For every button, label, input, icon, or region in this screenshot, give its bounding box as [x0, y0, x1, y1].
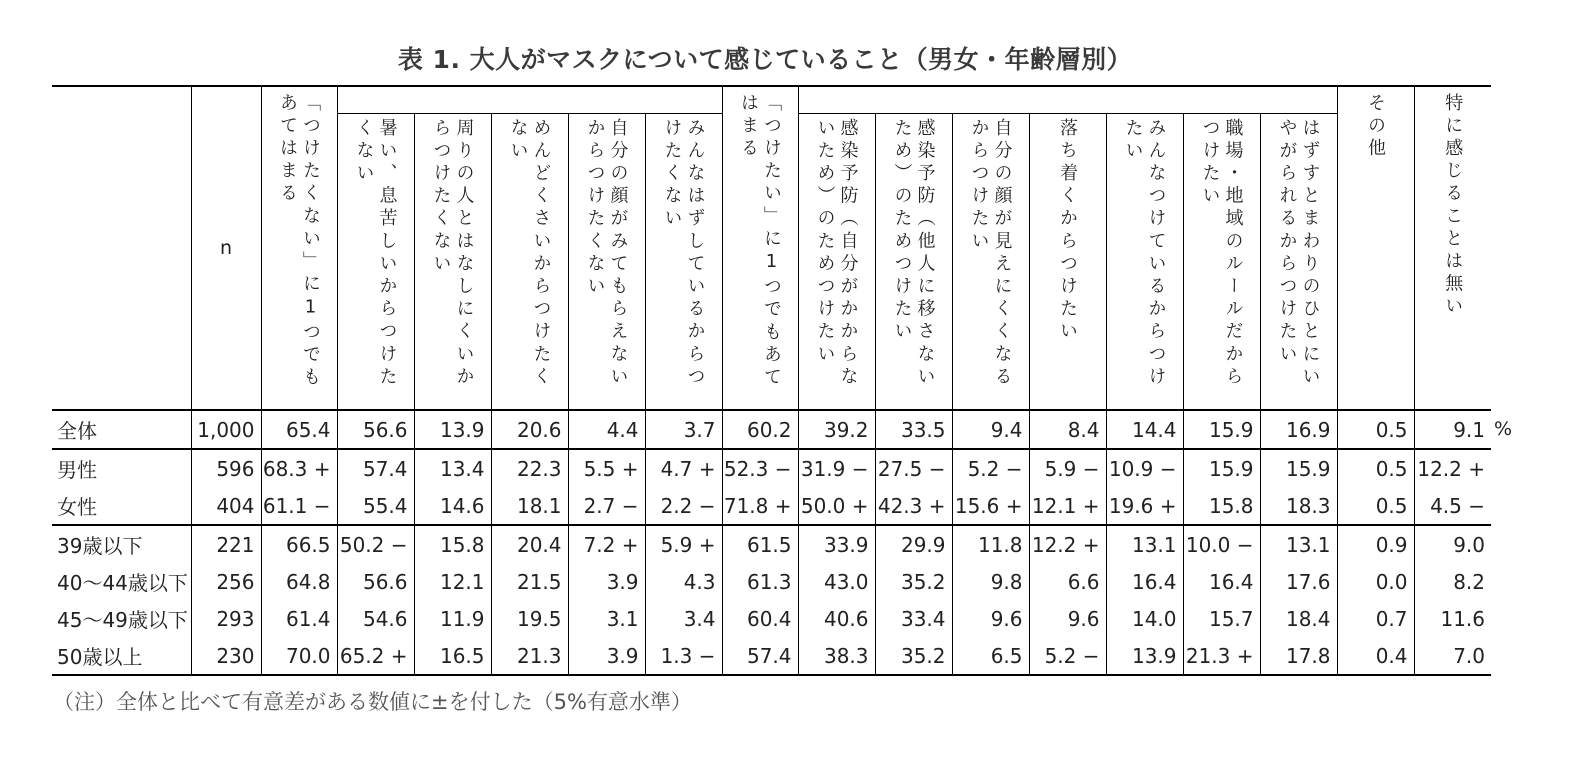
table-cell: 17.6	[1260, 563, 1337, 600]
header-want-protect-others: 感染予防（他人に移さないため）のためつけたい	[875, 114, 952, 411]
table-cell: 3.7	[645, 410, 722, 449]
table-cell: 33.9	[798, 525, 875, 563]
table-cell: 22.3	[491, 449, 568, 487]
not-want-any-header: 「つけたくない」に1つでもあてはまる	[261, 86, 337, 410]
mask-survey-table	[52, 85, 1491, 676]
table-cell: 1,000	[191, 410, 261, 449]
table-cell: 8.2	[1453, 569, 1485, 594]
table-cell: 2.7 −	[568, 487, 645, 525]
table-cell: 3.9	[568, 563, 645, 600]
table-cell: 61.3	[722, 563, 798, 600]
not-want-group-bracket	[337, 86, 722, 114]
table-cell: 50.0 +	[798, 487, 875, 525]
table-cell: 12.1	[414, 563, 491, 600]
table-cell: 64.8	[261, 563, 337, 600]
table-cell: 4.5 −	[1414, 487, 1491, 525]
table-cell: 33.4	[875, 600, 952, 637]
table-cell: 0.5	[1337, 487, 1414, 525]
table-cell: 56.6	[337, 410, 414, 449]
table-cell: 8.4	[1029, 410, 1106, 449]
table-cell: 0.9	[1337, 525, 1414, 563]
table-cell: 56.6	[337, 563, 414, 600]
table-cell: 21.5	[491, 563, 568, 600]
table-cell: 55.4	[337, 487, 414, 525]
table-cell: 11.9	[414, 600, 491, 637]
table-cell: 14.6	[414, 487, 491, 525]
table-cell: 16.4	[1106, 563, 1183, 600]
header-want-everyone: みんなつけているからつけたい	[1106, 114, 1183, 411]
table-cell: 66.5	[261, 525, 337, 563]
table-cell: 61.4	[261, 600, 337, 637]
table-cell: 13.9	[414, 410, 491, 449]
table-cell: 11.8	[952, 525, 1029, 563]
table-cell: 18.4	[1260, 600, 1337, 637]
table-cell: 10.9 −	[1106, 449, 1183, 487]
table-cell: 10.0 −	[1183, 525, 1260, 563]
table-cell: 19.6 +	[1106, 487, 1183, 525]
table-cell: 15.6 +	[952, 487, 1029, 525]
table-cell: 9.4	[952, 410, 1029, 449]
table-cell: 60.4	[722, 600, 798, 637]
table-cell: 35.2	[875, 563, 952, 600]
table-cell: 230	[191, 637, 261, 675]
table-row	[52, 637, 1491, 675]
table-cell: 33.5	[875, 410, 952, 449]
table-cell: 39.2	[798, 410, 875, 449]
header-want-rule: 職場・地域のルールだからつけたい	[1183, 114, 1260, 411]
percent-unit: %	[1494, 418, 1513, 440]
header-want-calm: 落ち着くからつけたい	[1029, 114, 1106, 411]
table-cell: 404	[191, 487, 261, 525]
table-row	[52, 600, 1491, 637]
row-label: 女性	[52, 487, 191, 525]
table-cell: 3.1	[568, 600, 645, 637]
table-row	[52, 449, 1491, 487]
table-cell: 54.6	[337, 600, 414, 637]
table-cell: 38.3	[798, 637, 875, 675]
row-label: 全体	[52, 410, 191, 449]
table-cell: 15.9	[1183, 449, 1260, 487]
table-cell: 18.1	[491, 487, 568, 525]
row-label-header	[52, 86, 191, 410]
table-cell: 65.2 +	[337, 637, 414, 675]
header-want-disliked: はずすとまわりのひとにいやがられるからつけたい	[1260, 114, 1337, 411]
table-cell: 50.2 −	[337, 525, 414, 563]
table-cell: 68.3 +	[261, 449, 337, 487]
table-cell: 9.6	[952, 600, 1029, 637]
table-cell: 11.6	[1440, 606, 1485, 631]
table-cell: 65.4	[261, 410, 337, 449]
row-label: 40〜44歳以下	[52, 563, 191, 600]
table-cell: 15.8	[1183, 487, 1260, 525]
want-group-bracket	[798, 86, 1337, 114]
table-cell: 9.1	[1414, 410, 1491, 449]
table-row	[52, 410, 1491, 449]
table-cell: 4.7 +	[645, 449, 722, 487]
table-cell: 16.9	[1260, 410, 1337, 449]
table-cell: 70.0	[261, 637, 337, 675]
want-any-header: 「つけたい」に1つでもあてはまる	[722, 86, 798, 410]
table-cell: 596	[191, 449, 261, 487]
table-cell: 57.4	[337, 449, 414, 487]
table-cell: 15.8	[414, 525, 491, 563]
other-header: その他	[1337, 86, 1414, 410]
table-cell: 5.5 +	[568, 449, 645, 487]
table-cell: 16.4	[1183, 563, 1260, 600]
table-cell: 40.6	[798, 600, 875, 637]
table-cell: 52.3 −	[722, 449, 798, 487]
table-cell: 21.3 +	[1183, 637, 1260, 675]
table-cell: 13.9	[1106, 637, 1183, 675]
header-not-want-hot: 暑い、息苦しいからつけたくない	[337, 114, 414, 411]
header-not-want-bother: めんどくさいからつけたくない	[491, 114, 568, 411]
table-cell: 12.2 +	[1414, 449, 1491, 487]
table-cell: 12.2 +	[1029, 525, 1106, 563]
table-cell: 1.3 −	[645, 637, 722, 675]
table-cell: 5.2 −	[952, 449, 1029, 487]
table-row	[52, 563, 1491, 600]
table-cell: 16.5	[414, 637, 491, 675]
footnote: （注）全体と比べて有意差がある数値に±を付した（5%有意水準）	[53, 690, 692, 714]
table-cell: 221	[191, 525, 261, 563]
table-cell: 293	[191, 600, 261, 637]
header-want-hide-face: 自分の顔が見えにくくなるからつけたい	[952, 114, 1029, 411]
none-header: 特に感じることは無い	[1414, 86, 1491, 410]
table-cell: 14.0	[1106, 600, 1183, 637]
header-not-want-talk: 周りの人とはなしにくいからつけたくない	[414, 114, 491, 411]
table-cell: 0.5	[1337, 410, 1414, 449]
table-cell: 5.9 −	[1029, 449, 1106, 487]
table-cell: 0.0	[1337, 563, 1414, 600]
table-cell: 5.2 −	[1029, 637, 1106, 675]
table-cell: 61.1 −	[261, 487, 337, 525]
table-cell: 21.3	[491, 637, 568, 675]
table-cell: 15.9	[1183, 410, 1260, 449]
table-cell: 20.4	[491, 525, 568, 563]
table-cell: 20.6	[491, 410, 568, 449]
header-not-want-others: みんなはずしているからつけたくない	[645, 114, 722, 411]
table-cell: 60.2	[722, 410, 798, 449]
table-cell: 6.6	[1029, 563, 1106, 600]
table-cell: 57.4	[722, 637, 798, 675]
table-cell: 42.3 +	[875, 487, 952, 525]
table-cell: 15.7	[1183, 600, 1260, 637]
table-title: 表 1. 大人がマスクについて感じていること（男女・年齢層別）	[397, 45, 1133, 74]
table-cell: 3.9	[568, 637, 645, 675]
table-cell: 9.6	[1029, 600, 1106, 637]
table-cell: 12.1 +	[1029, 487, 1106, 525]
table-cell: 15.9	[1260, 449, 1337, 487]
header-not-want-face: 自分の顔がみてもらえないからつけたくない	[568, 114, 645, 411]
table-cell: 14.4	[1106, 410, 1183, 449]
table-cell: 13.1	[1106, 525, 1183, 563]
table-body	[52, 410, 1491, 675]
table-cell: 5.9 +	[645, 525, 722, 563]
table-row	[52, 525, 1491, 563]
table-cell: 27.5 −	[875, 449, 952, 487]
row-label: 50歳以上	[52, 637, 191, 675]
table-cell: 9.8	[952, 563, 1029, 600]
table-cell: 0.5	[1337, 449, 1414, 487]
n-header: n	[191, 86, 261, 410]
table-cell: 0.4	[1337, 637, 1414, 675]
table-cell: 17.8	[1260, 637, 1337, 675]
table-cell: 2.2 −	[645, 487, 722, 525]
table-cell: 7.0	[1414, 637, 1491, 675]
table-cell: 256	[191, 563, 261, 600]
table-cell: 43.0	[798, 563, 875, 600]
table-cell: 13.1	[1260, 525, 1337, 563]
table-cell: 29.9	[875, 525, 952, 563]
row-label: 39歳以下	[52, 525, 191, 563]
table-cell: 6.5	[952, 637, 1029, 675]
table-cell: 71.8 +	[722, 487, 798, 525]
table-cell: 31.9 −	[798, 449, 875, 487]
table-row	[52, 487, 1491, 525]
header-want-protect-self: 感染予防（自分がかからないため）のためつけたい	[798, 114, 875, 411]
table-cell: 4.3	[645, 563, 722, 600]
table-cell: 35.2	[875, 637, 952, 675]
table-cell: 3.4	[645, 600, 722, 637]
row-label: 45〜49歳以下	[52, 600, 191, 637]
table-cell: 61.5	[722, 525, 798, 563]
row-label: 男性	[52, 449, 191, 487]
table-cell: 18.3	[1260, 487, 1337, 525]
table-cell: 19.5	[491, 600, 568, 637]
table-cell: 13.4	[414, 449, 491, 487]
table-cell: 7.2 +	[568, 525, 645, 563]
table-cell: 4.4	[568, 410, 645, 449]
table-cell: 9.0	[1414, 525, 1491, 563]
table-cell: 0.7	[1337, 600, 1414, 637]
